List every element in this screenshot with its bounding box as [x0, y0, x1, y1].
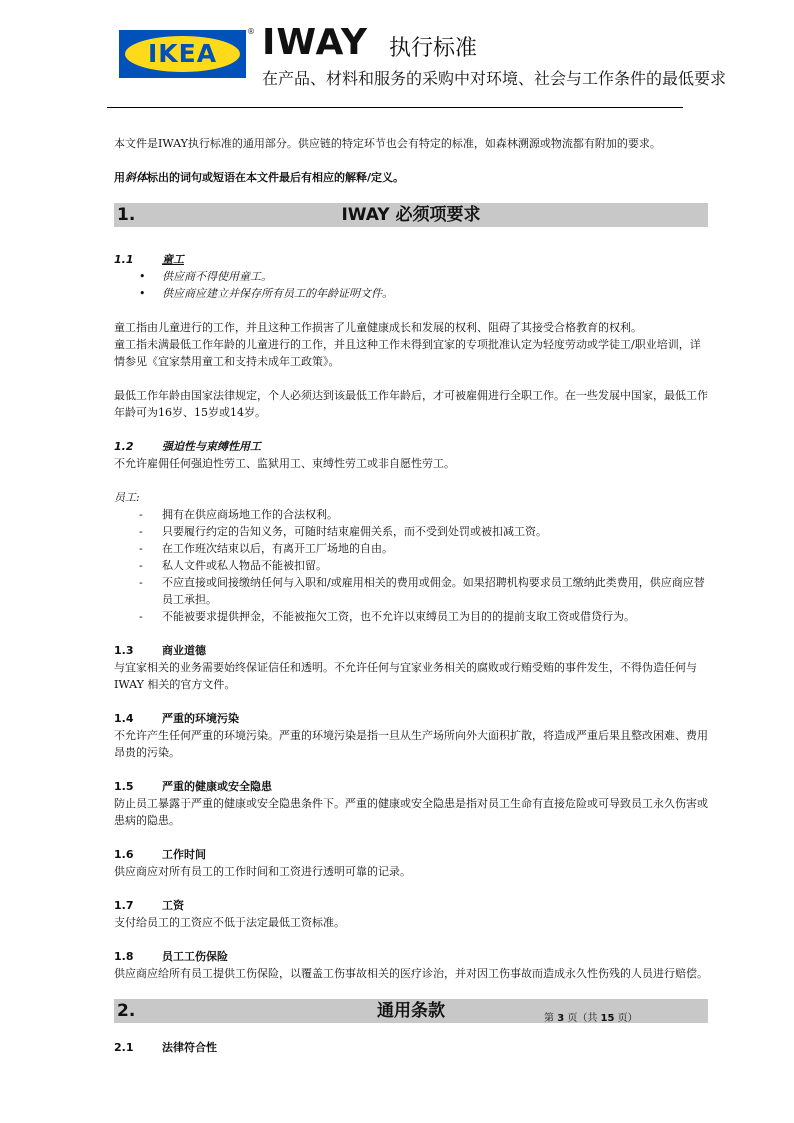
subsection-2-1-heading: 2.1 法律符合性	[114, 1041, 217, 1054]
minimum-age-paragraph: 最低工作年龄由国家法律规定，个人必须达到该最低工作年龄后，才可被雇佣进行全职工作。在一些发展中国家，最低工作年龄可为16岁、15岁或14岁。	[114, 389, 708, 419]
subsection-1-7-heading: 1.7 工资	[114, 899, 184, 912]
doc-title: IWAY	[262, 22, 368, 63]
staff-rights-list	[114, 506, 708, 625]
subsection-1-4-heading: 1.4 严重的环境污染	[114, 712, 239, 725]
section-2-header: 2. 通用条款	[114, 999, 708, 1023]
list-item: - 在工作班次结束以后，有离开工厂场地的自由。	[162, 540, 708, 557]
list-item: • 供应商不得使用童工。	[162, 268, 708, 285]
ikea-logo	[119, 30, 246, 78]
list-item: - 拥有在供应商场地工作的合法权利。	[162, 506, 708, 523]
list-item: - 不应直接或间接缴纳任何与入职和/或雇用相关的费用或佣金。如果招聘机构要求员工缴纳此类费用，供应商应替员工承担。	[162, 574, 708, 608]
list-item: - 私人文件或私人物品不能被扣留。	[162, 557, 708, 574]
total-pages: 15	[600, 1013, 615, 1024]
insurance-text: 供应商应给所有员工提供工伤保险，以覆盖工伤事故相关的医疗诊治，并对因工伤事故而造成永久性伤残的人员进行赔偿。	[114, 967, 708, 980]
current-page: 3	[557, 1013, 565, 1024]
subsection-1-8-heading: 1.8 员工工伤保险	[114, 950, 228, 963]
working-hours-text: 供应商应对所有员工的工作时间和工资进行透明可靠的记录。	[114, 865, 411, 878]
section-2-title: 通用条款	[377, 1001, 445, 1021]
section-1-title: IWAY 必须项要求	[341, 205, 481, 225]
intro-paragraph: 本文件是IWAY执行标准的通用部分。供应链的特定环节也会有特定的标准，如森林溯源或物流都有附加的要求。	[114, 137, 661, 150]
registered-mark: ®	[247, 27, 255, 36]
header-divider	[107, 107, 683, 108]
doc-subtitle: 在产品、材料和服务的采购中对环境、社会与工作条件的最低要求	[262, 69, 727, 88]
list-item: - 不能被要求提供押金，不能被拖欠工资，也不允许以束缚员工为目的的提前支取工资或借贷行为。	[162, 608, 708, 625]
subsection-1-1-heading: 1.1 童工	[114, 253, 184, 266]
child-labour-list	[114, 268, 708, 302]
child-labour-definition-2: 童工指未满最低工作年龄的儿童进行的工作，并且这种工作未得到宜家的专项批准认定为轻度劳动或学徒工/职业培训，详情参见《宜家禁用童工和支持未成年工政策》。	[114, 338, 701, 368]
document-body	[114, 135, 708, 1056]
subsection-1-6-heading: 1.6 工作时间	[114, 848, 206, 861]
wages-text: 支付给员工的工资应不低于法定最低工资标准。	[114, 916, 345, 929]
list-item: • 供应商应建立并保存所有员工的年龄证明文件。	[162, 285, 708, 302]
list-item: - 只要履行约定的告知义务，可随时结束雇佣关系，而不受到处罚或被扣减工资。	[162, 523, 708, 540]
subsection-1-5-heading: 1.5 严重的健康或安全隐患	[114, 780, 272, 793]
italic-note: 用斜体标出的词句或短语在本文件最后有相应的解释/定义。	[114, 171, 405, 184]
page-footer: 第 3 页（共 15 页）	[544, 1013, 638, 1024]
pollution-text: 不允许产生任何严重的环境污染。严重的环境污染是指一旦从生产场所向外大面积扩散，将造成严重后果且整改困难、费用昂贵的污染。	[114, 729, 708, 759]
child-labour-definition-1: 童工指由儿童进行的工作，并且这种工作损害了儿童健康成长和发展的权利、阻碍了其接受合格教育的权利。	[114, 321, 642, 334]
forced-labour-text: 不允许雇佣任何强迫性劳工、监狱用工、束缚性劳工或非自愿性劳工。	[114, 457, 455, 470]
staff-label: 员工:	[114, 491, 140, 504]
section-1-header: 1. IWAY 必须项要求	[114, 203, 708, 227]
business-ethics-text: 与宜家相关的业务需要始终保证信任和透明。不允许任何与宜家业务相关的腐败或行贿受贿的事件发生，不得伪造任何与 IWAY 相关的官方文件。	[114, 661, 697, 691]
doc-title-suffix: 执行标准	[389, 36, 478, 61]
subsection-1-3-heading: 1.3 商业道德	[114, 644, 206, 657]
ikea-logo-text: IKEA	[147, 39, 218, 68]
health-safety-text: 防止员工暴露于严重的健康或安全隐患条件下。严重的健康或安全隐患是指对员工生命有直接危险或可导致员工永久伤害或患病的隐患。	[114, 797, 708, 827]
subsection-1-2-heading: 1.2 强迫性与束缚性用工	[114, 440, 261, 453]
